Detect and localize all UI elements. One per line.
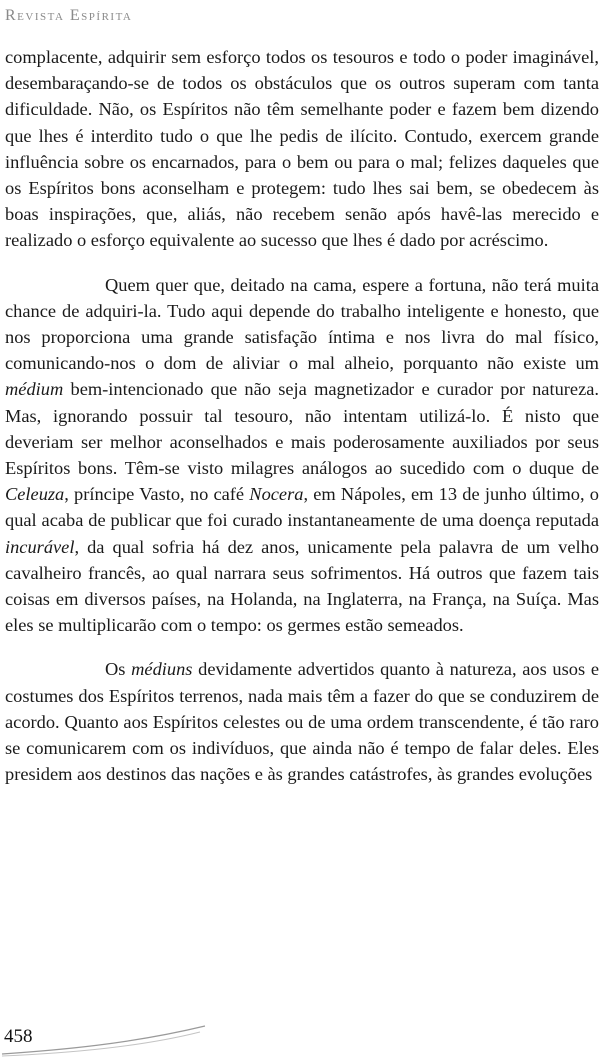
running-header: Revista Espírita [5,7,133,24]
text-run: devidamente advertidos quanto à natureza, aos usos e costumes dos Espíritos terrenos, nada mais têm a fazer do que se conduzirem de acordo. Quanto aos Espíritos celestes ou de uma ordem transcendente, é tão raro se comunicarem com os indivíduos, que ainda não é tempo de falar deles. Eles presidem aos destinos das nações e às grandes catástrofes, às grandes evoluções [5,659,599,785]
text-run: Os [105,659,132,680]
decorative-swoosh-icon [0,1020,260,1058]
text-run: , da qual sofria há dez anos, unicamente pela palavra de um velho cavalheiro francês, ao qual narrara seus sofrimentos. Há outros que fazem tais coisas em diversos países, na Holanda, na Inglaterra, na França, na Suíça. Mas eles se multiplicarão com o tempo: os germes estão semeados. [5,536,599,636]
text-run: , em Nápoles, em 13 de junho último, o qual acaba de publicar que foi curado instantaneamente de uma doença reputada [5,484,599,531]
italic-term: médiuns [131,659,193,680]
italic-term: Celeuza [5,484,65,505]
italic-term: médium [5,379,64,400]
italic-term: Nocera [249,484,304,505]
paragraph-1: complacente, adquirir sem esforço todos os tesouros e todo o poder imaginável, desembaraçando-se de todos os obstáculos que os outros superam com tanta dificuldade. Não, os Espíritos não têm semelhante poder e fazem bem dizendo que lhes é interdito tudo o que lhe pedis de ilícito. Contudo, exercem grande influência sobre os encarnados, para o bem ou para o mal; felizes daqueles que os Espíritos bons aconselham e protegem: tudo lhes sai bem, se obedecem às boas inspirações, que, aliás, não recebem senão após havê-las merecido e realizado o esforço equivalente ao sucesso que lhes é dado por acréscimo. [5,47,599,251]
page-footer [0,1020,607,1058]
italic-term: incurável [5,536,75,557]
text-run: Quem quer que, deitado na cama, espere a fortuna, não terá muita chance de adquiri-la. Tudo aqui depende do trabalho inteligente e honesto, que nos proporciona uma grande satisfação íntima e nos livra do mal físico, comunicando-nos o dom de aliviar o mal alheio, porquanto não existe um [5,274,599,374]
body-text [5,44,599,805]
paragraph-3 [5,656,599,787]
page-number: 458 [4,1026,33,1047]
paragraph-2 [5,272,599,639]
text-run: , príncipe Vasto, no café [64,484,250,505]
text-run: bem-intencionado que não seja magnetizador e curador por natureza. Mas, ignorando possuir tal tesouro, não intentam utilizá-lo. É nisto que deveriam ser melhor aconselhados e mais poderosamente auxiliados por seus Espíritos bons. Têm-se visto milagres análogos ao sucedido com o duque de [5,379,599,479]
